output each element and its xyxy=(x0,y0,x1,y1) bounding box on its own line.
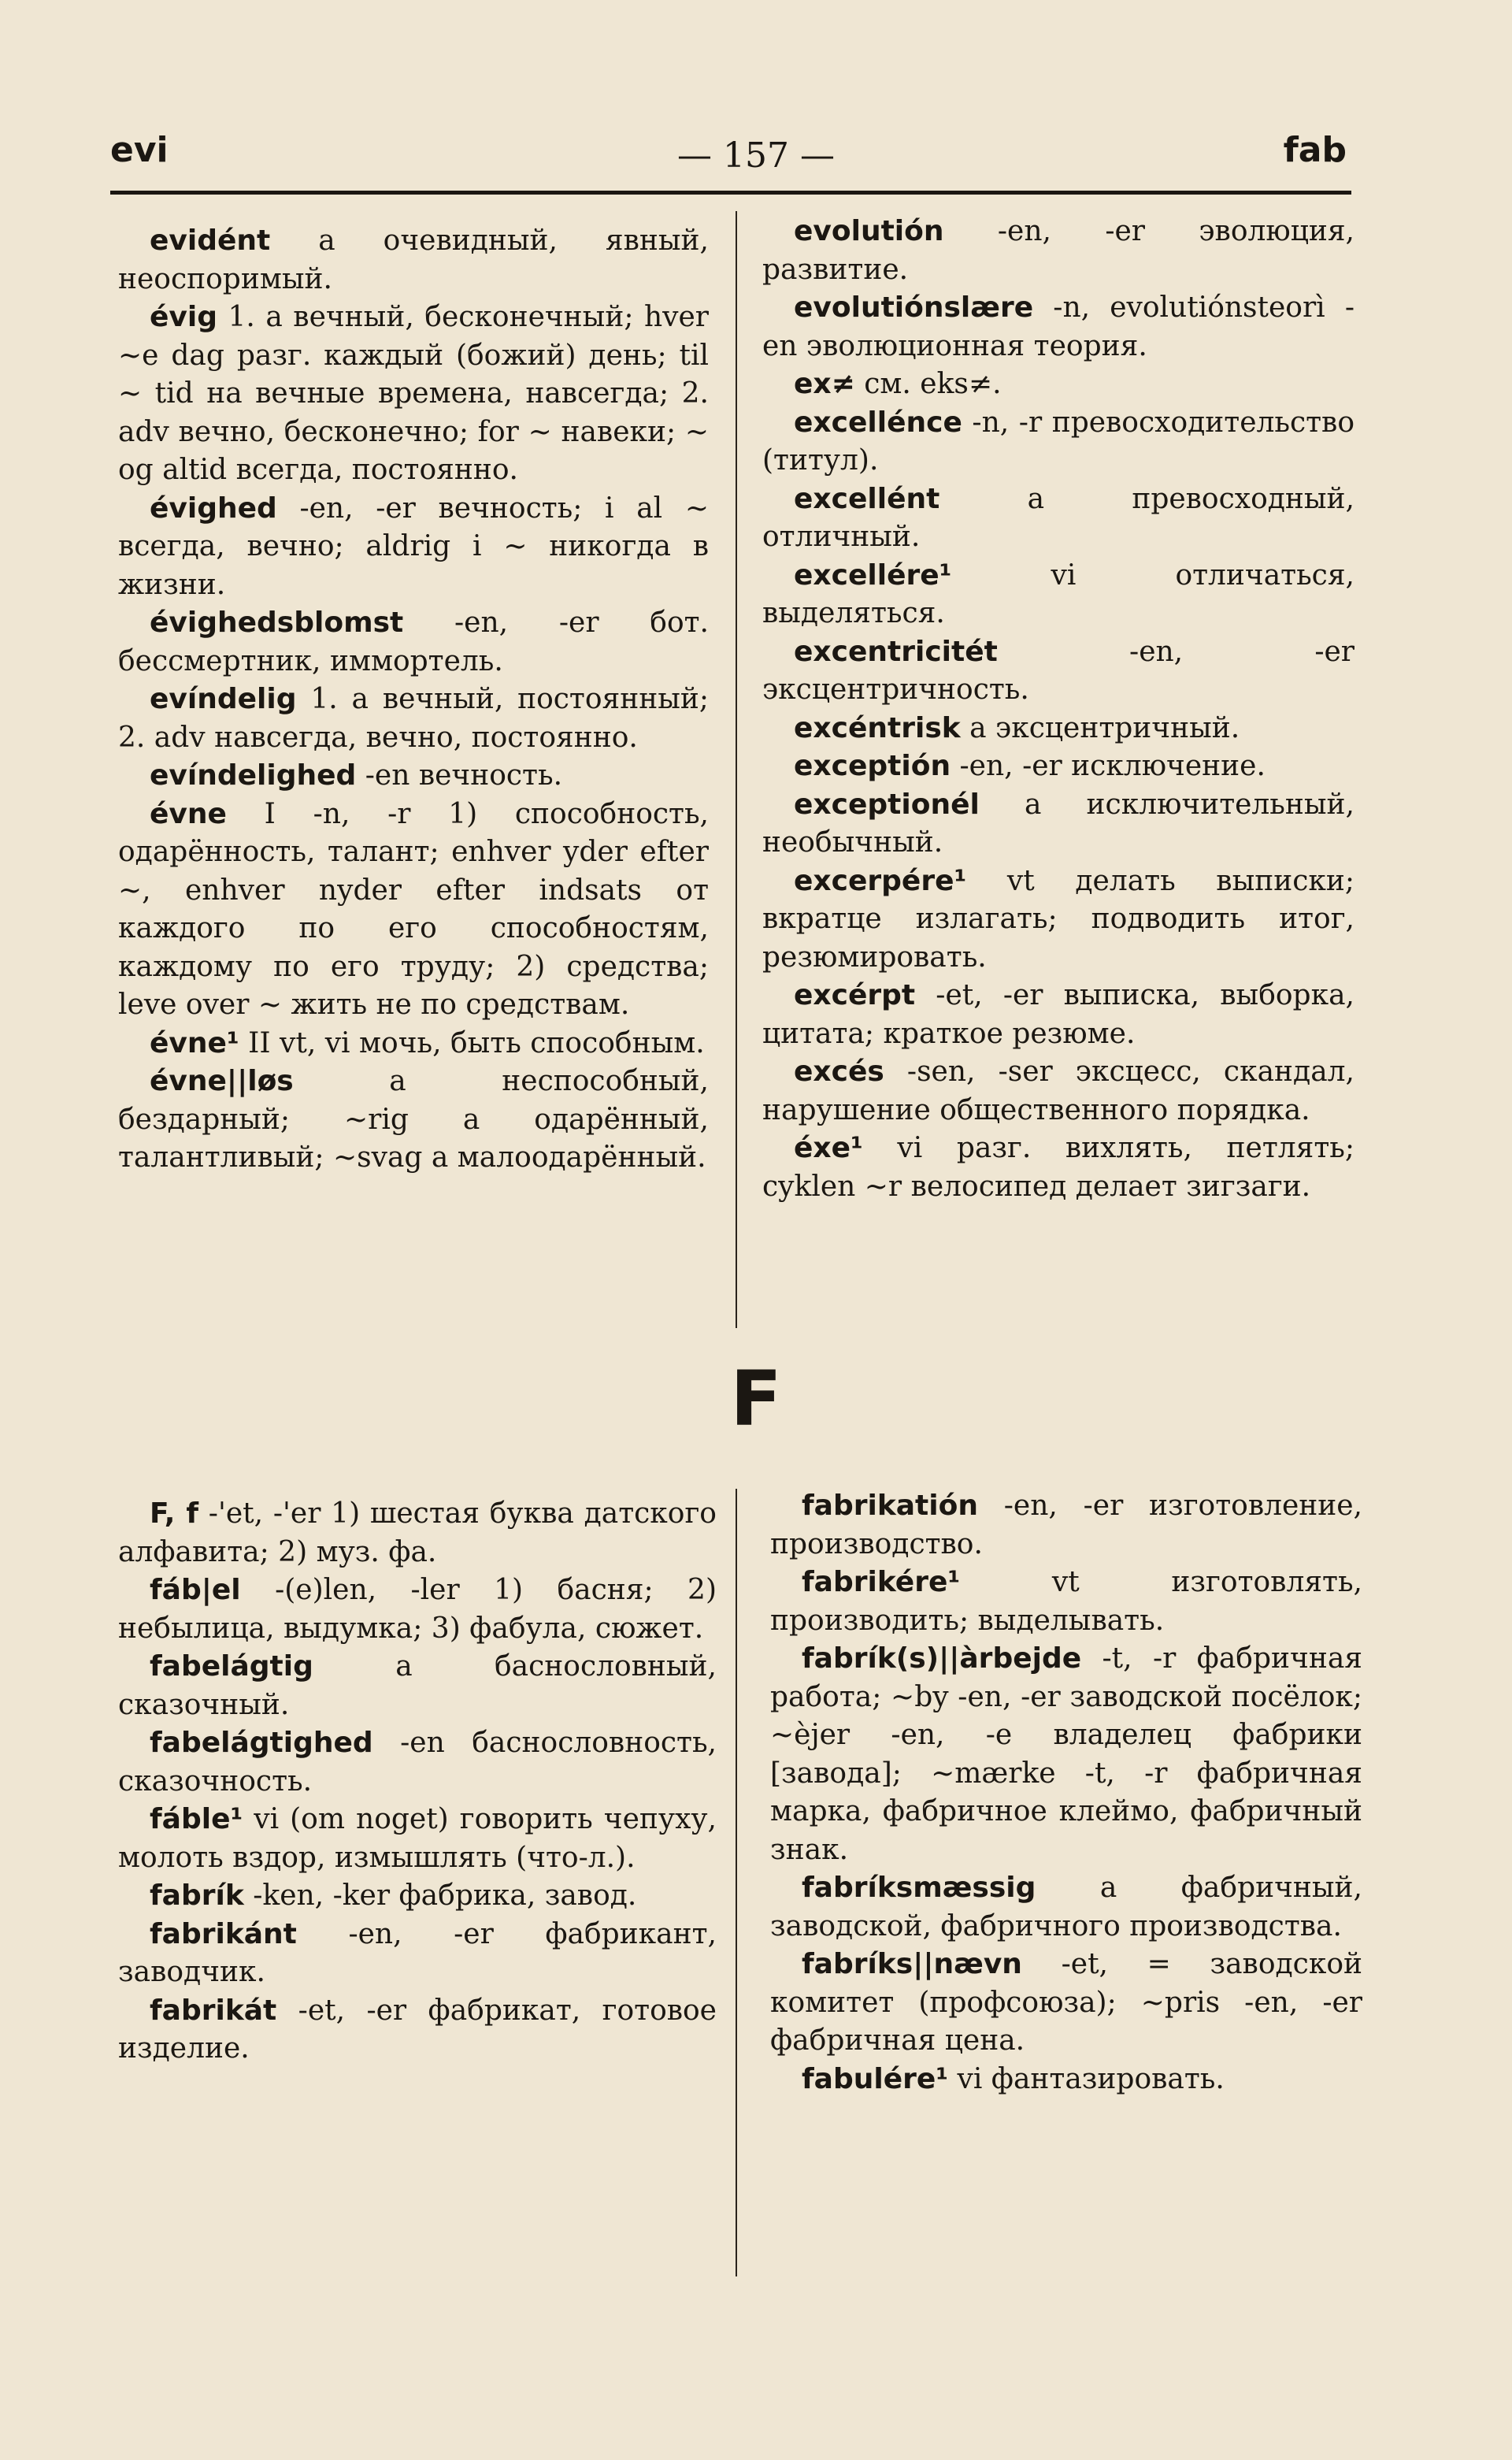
entry-headword: excellénce xyxy=(794,406,962,439)
entry-definition: 1. a вечный, постоянный; 2. adv навсегда, вечно, постоянно. xyxy=(118,683,709,754)
entry-headword: excéntrisk xyxy=(794,711,961,744)
entry-definition: a баснословный, сказочный. xyxy=(118,1650,717,1721)
dictionary-entry xyxy=(762,480,1354,557)
entry-definition: vt изготовлять, производить; выделывать. xyxy=(770,1566,1362,1637)
entry-headword: éxe¹ xyxy=(794,1132,863,1164)
dictionary-entry xyxy=(762,863,1354,978)
page-number: — 157 — xyxy=(677,135,835,176)
entry-definition: vi отличаться, выделяться. xyxy=(762,558,1354,629)
dictionary-entry xyxy=(762,1130,1354,1206)
entry-definition: -en, -er эксцентричность. xyxy=(762,635,1354,706)
dictionary-entry xyxy=(118,1571,717,1648)
entry-headword: excellént xyxy=(794,482,940,515)
entry-headword: evidént xyxy=(150,224,271,257)
entry-headword: fáble¹ xyxy=(150,1803,243,1835)
running-head-left: evi xyxy=(110,130,169,170)
entry-headword: évighed xyxy=(150,492,277,525)
entry-definition: II vt, vi мочь, быть способным. xyxy=(239,1026,705,1059)
entry-headword: évighedsblomst xyxy=(150,607,404,639)
entry-headword: fabelágtig xyxy=(150,1650,313,1683)
entry-definition: -en, -er вечность; i al ~ всегда, вечно; aldrig i ~ никогда в жизни. xyxy=(118,492,709,601)
dictionary-entry xyxy=(762,1053,1354,1130)
entry-headword: fabrikére¹ xyxy=(802,1566,961,1598)
entry-headword: fabelágtighed xyxy=(150,1727,373,1759)
entry-definition: a очевидный, явный, неоспоримый. xyxy=(118,224,709,295)
entry-definition: a исключительный, необычный. xyxy=(762,788,1354,859)
dictionary-entry xyxy=(762,710,1354,748)
dictionary-entry xyxy=(762,786,1354,863)
entry-headword: evíndelig xyxy=(150,683,297,715)
entry-definition: -ken, -ker фабрика, завод. xyxy=(243,1879,637,1912)
entry-headword: fabrikánt xyxy=(150,1917,297,1950)
entry-definition: a превосходный, отличный. xyxy=(762,482,1354,553)
dictionary-entry xyxy=(762,557,1354,633)
entry-definition: -en вечность. xyxy=(356,759,563,792)
dictionary-entry xyxy=(118,1648,717,1724)
entry-headword: evolutión xyxy=(794,215,944,247)
entry-headword: évne¹ xyxy=(150,1026,239,1059)
section-letter: F xyxy=(730,1355,782,1443)
entry-headword: fabrikatión xyxy=(802,1490,978,1522)
entry-definition: vi (om noget) говорить чепуху, молоть вздор, измышлять (что-л.). xyxy=(118,1803,717,1874)
entry-headword: excérpt xyxy=(794,979,916,1011)
entry-headword: fabrík(s)||àrbejde xyxy=(802,1642,1082,1675)
entry-definition: I -n, -r 1) способность, одарённость, талант; enhver yder efter ~, enhver nyder efter indsats от каждого по его способностям, каждому по его труду; 2) средства; leve over ~ жить не по средствам. xyxy=(118,797,709,1021)
entry-definition: vi разг. вихлять, петлять; cyklen ~r велосипед делает зигзаги. xyxy=(762,1132,1354,1203)
entry-definition: -en, -er эволюция, развитие. xyxy=(762,215,1354,286)
entry-definition: -(e)len, -ler 1) басня; 2) небылица, выдумка; 3) фабула, сюжет. xyxy=(118,1574,717,1645)
column-bottom-left xyxy=(118,1495,717,2069)
entry-definition: vi фантазировать. xyxy=(948,2062,1225,2095)
dictionary-entry xyxy=(118,299,709,490)
entry-definition: a эксцентричный. xyxy=(960,711,1240,744)
entry-headword: exceptionél xyxy=(794,788,980,821)
dictionary-entry xyxy=(118,1801,717,1877)
dictionary-entry xyxy=(770,1564,1362,1640)
dictionary-entry xyxy=(118,1063,709,1178)
header-rule xyxy=(110,191,1351,195)
column-top-left xyxy=(118,222,709,1178)
dictionary-entry xyxy=(762,365,1354,404)
dictionary-entry xyxy=(118,1877,717,1916)
dictionary-entry xyxy=(770,1640,1362,1869)
dictionary-entry xyxy=(118,1992,717,2069)
dictionary-entry xyxy=(762,633,1354,710)
entry-definition: -n, evolutiónsteorì -en эволюционная теория. xyxy=(762,291,1354,362)
entry-definition: -'et, -'er 1) шестая буква датского алфавита; 2) муз. фа. xyxy=(118,1497,717,1568)
dictionary-entry xyxy=(118,604,709,681)
entry-headword: excerpére¹ xyxy=(794,864,967,897)
dictionary-entry xyxy=(762,404,1354,480)
entry-headword: évne xyxy=(150,797,227,830)
column-top-right xyxy=(762,213,1354,1206)
entry-headword: évne||løs xyxy=(150,1065,294,1097)
entry-headword: evolutiónslære xyxy=(794,291,1034,324)
entry-definition: 1. a вечный, бесконечный; hver ~e dag разг. каждый (божий) день; til ~ tid на вечные времена, навсегда; 2. adv вечно, бесконечно; for ~ навеки; ~ og altid всегда, постоянно. xyxy=(118,301,709,486)
dictionary-entry xyxy=(118,1916,717,1992)
entry-definition: см. eks≠. xyxy=(854,368,1002,400)
dictionary-entry xyxy=(118,1495,717,1571)
entry-headword: fáb|el xyxy=(150,1574,241,1606)
dictionary-entry xyxy=(118,796,709,1025)
entry-definition: a фабричный, заводской, фабричного производства. xyxy=(770,1872,1362,1942)
entry-headword: F, f xyxy=(150,1497,199,1530)
dictionary-entry xyxy=(118,681,709,757)
dictionary-entry xyxy=(762,289,1354,365)
dictionary-entry xyxy=(118,222,709,299)
dictionary-entry xyxy=(770,1487,1362,1564)
entry-definition: -en, -er фабрикант, заводчик. xyxy=(118,1917,717,1988)
entry-headword: évig xyxy=(150,301,217,333)
entry-definition: -et, -er фабрикат, готовое изделие. xyxy=(118,1994,717,2065)
entry-definition: vt делать выписки; вкратце излагать; подводить итог, резюмировать. xyxy=(762,864,1354,974)
entry-definition: -en, -er бот. бессмертник, иммортель. xyxy=(118,607,709,677)
entry-definition: -sen, -ser эксцесс, скандал, нарушение общественного порядка. xyxy=(762,1056,1354,1126)
dictionary-entry xyxy=(118,490,709,605)
dictionary-entry xyxy=(762,748,1354,786)
entry-headword: excellére¹ xyxy=(794,558,952,592)
column-bottom-right xyxy=(770,1487,1362,2098)
entry-definition: -et, -er выписка, выборка, цитата; краткое резюме. xyxy=(762,979,1354,1050)
entry-headword: exceptión xyxy=(794,750,951,782)
running-head-right: fab xyxy=(1283,130,1347,170)
entry-headword: fabulére¹ xyxy=(802,2062,949,2095)
column-divider xyxy=(736,1489,737,2276)
dictionary-entry xyxy=(770,2061,1362,2099)
entry-definition: -t, -r фабричная работа; ~by -en, -er заводской посёлок; ~èjer -en, -e владелец фабрики [завода]; ~mærke -t, -r фабричная марка, фабричное клеймо, фабричный знак. xyxy=(770,1642,1362,1866)
entry-headword: excentricitét xyxy=(794,635,998,668)
entry-definition: a неспособный, бездарный; ~rig a одарённый, талантливый; ~svag a малоодарённый. xyxy=(118,1065,709,1174)
dictionary-entry xyxy=(762,213,1354,289)
dictionary-entry xyxy=(118,757,709,796)
entry-definition: -en, -er изготовление, производство. xyxy=(770,1490,1362,1560)
entry-headword: excés xyxy=(794,1056,884,1088)
entry-headword: fabríks||nævn xyxy=(802,1948,1022,1980)
entry-headword: fabrikát xyxy=(150,1994,277,2027)
dictionary-entry xyxy=(118,1724,717,1801)
dictionary-entry xyxy=(770,1869,1362,1946)
entry-headword: fabríksmæssig xyxy=(802,1872,1036,1904)
entry-definition: -en, -er исключение. xyxy=(951,750,1266,782)
entry-definition: -n, -r превосходительство (титул). xyxy=(762,406,1354,477)
entry-definition: -en баснословность, сказочность. xyxy=(118,1727,717,1798)
dictionary-entry xyxy=(118,1025,709,1063)
entry-definition: -et, = заводской комитет (профсоюза); ~pris -en, -er фабричная цена. xyxy=(770,1948,1362,2057)
entry-headword: ex≠ xyxy=(794,368,855,400)
dictionary-entry xyxy=(762,977,1354,1053)
dictionary-entry xyxy=(770,1946,1362,2061)
entry-headword: evíndelighed xyxy=(150,759,357,792)
entry-headword: fabrík xyxy=(150,1879,244,1912)
column-divider xyxy=(736,211,737,1328)
